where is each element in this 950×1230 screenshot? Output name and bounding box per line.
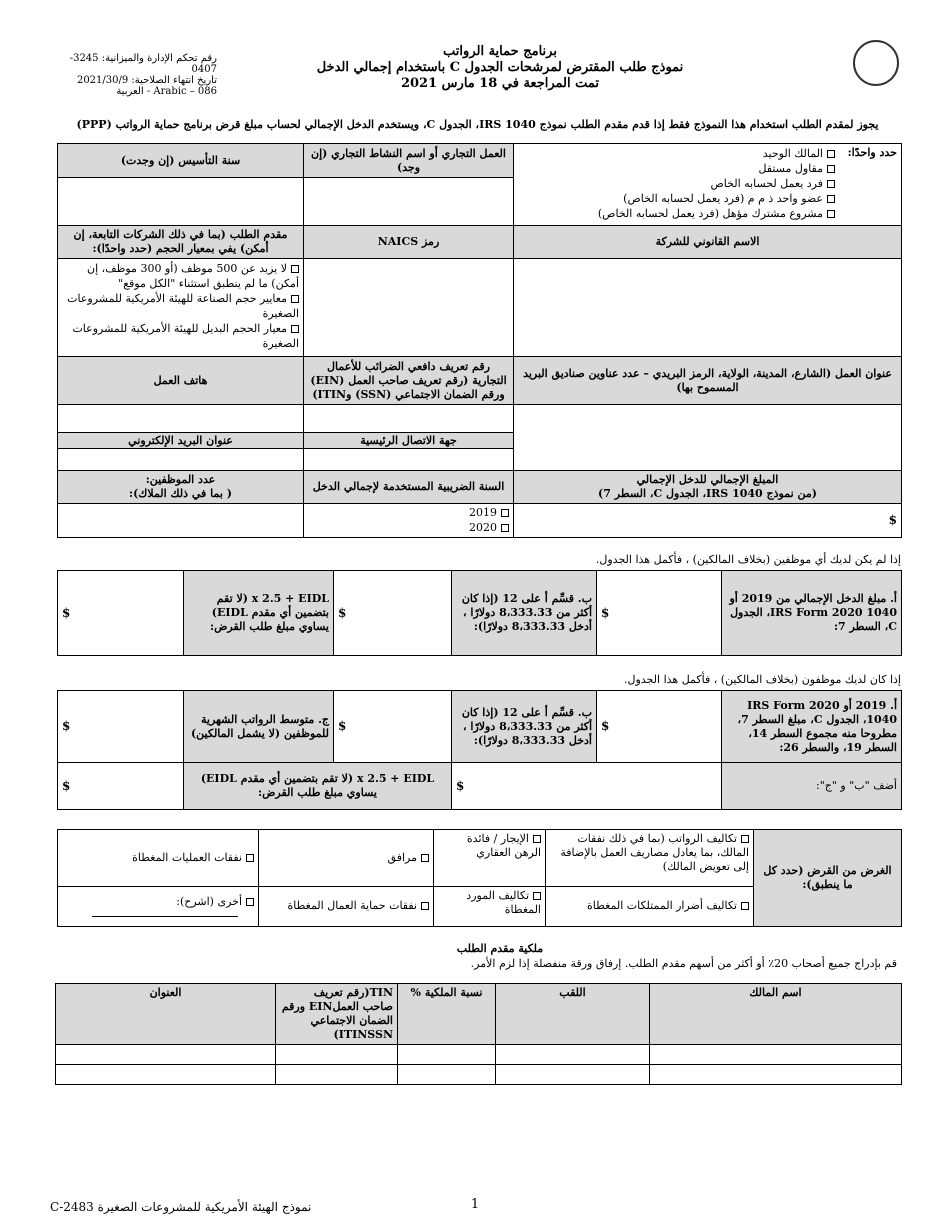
line-b-label: ب. قسِّم أ على 12 (إذا كان أكثر من 8،333.33 دولارًا ، أدخل 8،333.33 دولارًا): — [452, 691, 597, 763]
checkbox-icon — [291, 325, 299, 333]
dollar-sign: $ — [888, 513, 897, 527]
size-option[interactable]: معيار الحجم البديل للهيئة الأمريكية للمشروعات الصغيرة — [72, 322, 299, 350]
add-b-c-label: أضف "ب" و "ج": — [722, 763, 902, 810]
size-option[interactable]: لا يزيد عن 500 موظف (أو 300 موظف، إن أمكن) ما لم ينطبق استثناء "الكل موقع" — [87, 262, 299, 290]
checkbox-icon — [533, 835, 541, 843]
loan-purpose-table — [57, 829, 902, 927]
sba-seal-icon — [853, 40, 899, 86]
ownership-instruction: قم بإدراج جميع أصحاب 20٪ أو أكثر من أسهم مقدم الطلب. إرفاق ورقة منفصلة إذا لزم الأمر. — [470, 957, 897, 970]
legal-name-header: الاسم القانوني للشركة — [514, 226, 902, 259]
title-line-2: نموذج طلب المقترض لمرشحات الجدول C باستخدام إجمالي الدخل — [316, 60, 684, 75]
col-tin: TIN(رقم تعريف صاحب العملEIN ورقم الضمان الاجتماعي ITINSSN) — [276, 984, 398, 1045]
entity-option[interactable]: مقاول مستقل — [518, 161, 835, 176]
line-b-label: ب. قسِّم أ على 12 (إذا كان أكثر من 8،333.33 دولارًا ، أدخل 8،333.33 دولارًا): — [452, 571, 597, 656]
naics-field[interactable] — [304, 259, 514, 357]
size-option[interactable]: معايير حجم الصناعة للهيئة الأمريكية للمشروعات الصغيرة — [67, 292, 299, 320]
dba-field[interactable] — [304, 178, 514, 226]
year-option-2019[interactable]: 2019 — [308, 505, 509, 520]
dba-header: العمل التجاري أو اسم النشاط التجاري (إن وجد) — [304, 144, 514, 178]
purpose-option[interactable]: تكاليف أضرار الممتلكات المغطاة — [546, 886, 754, 926]
col-ownership-pct: نسبة الملكية % — [398, 984, 496, 1045]
checkbox-icon — [246, 898, 254, 906]
email-header: عنوان البريد الإلكتروني — [58, 433, 304, 449]
checkbox-icon — [827, 210, 835, 218]
email-field[interactable] — [58, 449, 304, 471]
tin-field[interactable] — [304, 405, 514, 433]
contact-field[interactable] — [304, 449, 514, 471]
page-number: 1 — [470, 1197, 480, 1212]
line-a-field[interactable]: $ — [597, 571, 722, 656]
entity-type-cell — [514, 144, 902, 226]
checkbox-icon — [291, 295, 299, 303]
form-number: نموذج الهيئة الأمريكية للمشروعات الصغيرة 2483-C — [50, 1200, 312, 1214]
checkbox-icon — [421, 902, 429, 910]
table-row — [56, 1045, 902, 1065]
tax-year-header: السنة الضريبية المستخدمة لإجمالي الدخل — [304, 471, 514, 504]
applicant-info-table — [57, 143, 902, 538]
line-b-field[interactable]: $ — [334, 691, 452, 763]
purpose-option[interactable]: الإيجار / فائدة الرهن العقاري — [434, 830, 546, 887]
line-a-label: أ. مبلغ الدخل الإجمالي من 2019 أو 1040 IRS Form 2020، الجدول C، السطر 7: — [722, 571, 902, 656]
title-line-3: تمت المراجعة في 18 مارس 2021 — [400, 76, 600, 91]
with-employees-intro: إذا كان لديك موظفون (بخلاف المالكين) ، فأكمل هذا الجدول. — [623, 673, 901, 686]
col-title: اللقب — [496, 984, 650, 1045]
gross-income-field[interactable] — [514, 504, 902, 538]
purpose-option-other[interactable]: أخرى (اشرح): — [58, 886, 259, 926]
table-row — [56, 1065, 902, 1085]
loan-amount-label: x 2.5 + EIDL (لا تقم بتضمين أي مقدم EIDL) يساوي مبلغ طلب القرض: — [184, 571, 334, 656]
line-c-field[interactable]: $ — [58, 691, 184, 763]
col-owner-name: اسم المالك — [650, 984, 902, 1045]
tin-header: رقم تعريف دافعي الضرائب للأعمال التجارية (رقم تعريف صاحب العمل (EIN) ورقم الضمان الاجتماعي (SSN) وITIN) — [304, 357, 514, 405]
ownership-title: ملكية مقدم الطلب — [456, 942, 544, 955]
employees-field[interactable] — [58, 504, 304, 538]
employees-header: عدد الموظفين: ( بما في ذلك الملاك): — [58, 471, 304, 504]
language-code: Arabic – 086 - العربية — [116, 86, 217, 97]
checkbox-icon — [827, 180, 835, 188]
phone-header: هاتف العمل — [58, 357, 304, 405]
checkbox-icon — [421, 854, 429, 862]
line-b-field[interactable]: $ — [334, 571, 452, 656]
checkbox-icon — [741, 835, 749, 843]
tax-year-options — [304, 504, 514, 538]
size-standard-options — [58, 259, 304, 357]
checkbox-icon — [741, 902, 749, 910]
add-b-c-field[interactable]: $ — [452, 763, 722, 810]
omb-number: رقم تحكم الإدارة والميزانية: 3245-0407 — [69, 53, 217, 75]
purpose-option[interactable]: تكاليف الرواتب (بما في ذلك نفقات المالك، بما يعادل مصاريف العمل بالإضافة إلى تعويض المالك) — [546, 830, 754, 887]
loan-amount-field[interactable]: $ — [58, 763, 184, 810]
line-a-field[interactable]: $ — [597, 691, 722, 763]
col-address: العنوان — [56, 984, 276, 1045]
no-employees-intro: إذا لم يكن لديك أي موظفين (بخلاف المالكين) ، فأكمل هذا الجدول. — [595, 553, 901, 566]
other-explain-line[interactable] — [92, 913, 238, 917]
line-c-label: ج. متوسط الرواتب الشهرية للموظفين (لا يشمل المالكين) — [184, 691, 334, 763]
year-option-2020[interactable]: 2020 — [308, 520, 509, 535]
select-one-label: حدد واحدًا: — [847, 146, 897, 159]
purpose-label: الغرض من القرض (حدد كل ما ينطبق): — [754, 830, 902, 927]
omb-info — [57, 53, 217, 97]
purpose-option[interactable]: تكاليف المورد المغطاة — [434, 886, 546, 926]
ownership-table — [55, 983, 902, 1085]
address-field[interactable] — [514, 405, 902, 471]
title-line-1: برنامج حماية الرواتب — [443, 44, 557, 59]
checkbox-icon — [501, 524, 509, 532]
no-employees-table — [57, 570, 902, 656]
gross-income-header: المبلغ الإجمالي للدخل الإجمالي (من نموذج 1040 IRS، الجدول C، السطر 7) — [514, 471, 902, 504]
checkbox-icon — [827, 150, 835, 158]
checkbox-icon — [246, 854, 254, 862]
contact-header: جهة الاتصال الرئيسية — [304, 433, 514, 449]
phone-field[interactable] — [58, 405, 304, 433]
year-founded-field[interactable] — [58, 178, 304, 226]
entity-option[interactable]: عضو واحد ذ م م (فرد يعمل لحسابه الخاص) — [518, 191, 835, 206]
checkbox-icon — [291, 265, 299, 273]
legal-name-field[interactable] — [514, 259, 902, 357]
checkbox-icon — [533, 892, 541, 900]
address-header: عنوان العمل (الشارع، المدينة، الولاية، الرمز البريدي – عدد عناوين صناديق البريد المسموح بها) — [514, 357, 902, 405]
form-title — [250, 44, 750, 92]
year-founded-header: سنة التأسيس (إن وجدت) — [58, 144, 304, 178]
naics-header: رمز NAICS — [304, 226, 514, 259]
entity-option[interactable]: مشروع مشترك مؤهل (فرد يعمل لحسابه الخاص) — [518, 206, 835, 221]
checkbox-icon — [827, 195, 835, 203]
checkbox-icon — [501, 509, 509, 517]
intro-text: يجوز لمقدم الطلب استخدام هذا النموذج فقط إذا قدم مقدم الطلب نموذج 1040 IRS، الجدول C، ويستخدم الدخل الإجمالي لحساب مبلغ قرض برنامج حماية الرواتب (PPP) — [76, 118, 879, 131]
line-a-label: أ. 2019 أو IRS Form 2020 1040، الجدول C، مبلغ السطر 7، مطروحا منه مجموع السطر 14، السطر 19، والسطر 26: — [722, 691, 902, 763]
size-standard-header: مقدم الطلب (بما في ذلك الشركات التابعة، إن أمكن) يفي بمعيار الحجم (حدد واحدًا): — [58, 226, 304, 259]
loan-amount-label: x 2.5 + EIDL (لا تقم بتضمين أي مقدم EIDL) يساوي مبلغ طلب القرض: — [184, 763, 452, 810]
entity-option[interactable]: فرد يعمل لحسابه الخاص — [518, 176, 835, 191]
purpose-option[interactable]: نفقات العمليات المغطاة — [58, 830, 259, 887]
entity-option[interactable]: المالك الوحيد — [518, 146, 835, 161]
purpose-option[interactable]: مرافق — [259, 830, 434, 887]
loan-amount-field[interactable]: $ — [58, 571, 184, 656]
purpose-option[interactable]: نفقات حماية العمال المغطاة — [259, 886, 434, 926]
checkbox-icon — [827, 165, 835, 173]
expiry-date: تاريخ انتهاء الصلاحية: 2021/30/9 — [76, 75, 217, 86]
with-employees-table — [57, 690, 902, 810]
